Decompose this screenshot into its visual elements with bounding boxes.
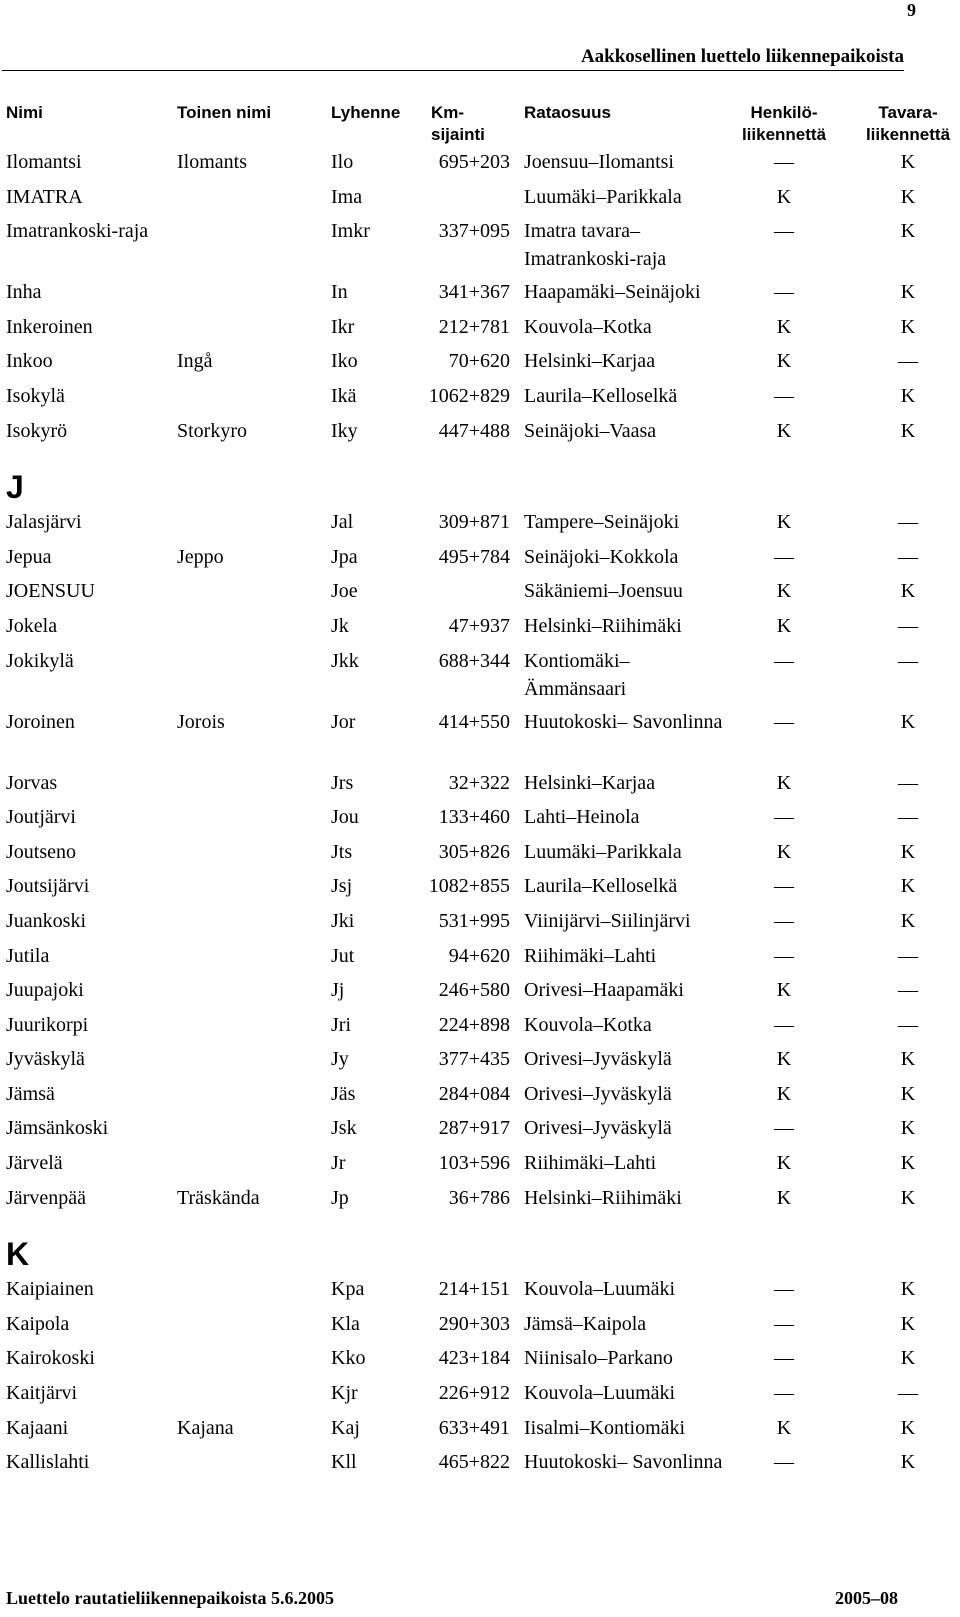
table-row [0,907,960,942]
cell-name: Kaipiainen [6,1278,94,1301]
cell-km: 133+460 [438,806,510,829]
cell-passenger: K [776,771,792,794]
cell-name: Järvenpää [6,1186,86,1209]
column-header-km [431,102,511,146]
cell-passenger: K [776,840,792,863]
cell-passenger: — [774,806,794,829]
cell-name: Jämsä [6,1082,55,1105]
cell-goods: — [898,545,918,568]
cell-name: Joutsijärvi [6,875,90,898]
table-row [0,577,960,612]
cell-abbreviation: Jou [331,806,359,829]
table-row [0,769,960,804]
footer-document-title: Luettelo rautatieliikennepaikoista 5.6.2005 [6,1588,334,1608]
cell-section: Luumäki–Parikkala [524,185,682,208]
table-row [0,148,960,183]
cell-name: Jorvas [6,771,58,794]
cell-km: 465+822 [438,1451,510,1474]
cell-name: Inkoo [6,350,53,373]
section-letter: K [6,1236,30,1273]
column-header-goods-line1: Tavara- [878,103,938,122]
cell-name: IMATRA [6,185,83,208]
cell-section: Helsinki–Karjaa [524,350,656,373]
cell-name: Inkeroinen [6,315,93,338]
header-rule [2,70,904,71]
cell-abbreviation: Jkk [331,649,359,672]
cell-goods: — [898,350,918,373]
cell-name: Kajaani [6,1416,69,1439]
cell-section: Seinäjoki–Vaasa [524,419,657,442]
cell-abbreviation: Imkr [331,220,370,243]
cell-name: Kallislahti [6,1451,90,1474]
table-row [0,708,960,769]
table-row [0,1310,960,1345]
cell-abbreviation: Kjr [331,1382,358,1405]
cell-passenger: K [776,185,792,208]
section-letter-heading [0,451,960,508]
cell-other-name: Kajana [177,1416,234,1439]
cell-section: Helsinki–Karjaa [524,771,656,794]
cell-km: 423+184 [438,1347,510,1370]
cell-other-name: Träskända [177,1186,260,1209]
cell-passenger: K [776,1048,792,1071]
cell-km: 531+995 [438,909,510,932]
cell-section: Kouvola–Kotka [524,1013,652,1036]
cell-name: JOENSUU [6,580,95,603]
cell-section: Orivesi–Jyväskylä [524,1048,672,1071]
cell-goods: K [900,1278,916,1301]
table-row [0,976,960,1011]
cell-passenger: K [776,1152,792,1175]
cell-passenger: — [774,545,794,568]
cell-passenger: K [776,1082,792,1105]
cell-section: Niinisalo–Parkano [524,1347,673,1370]
cell-passenger: K [776,979,792,1002]
cell-name: Jutila [6,944,50,967]
cell-section: Orivesi–Jyväskylä [524,1117,672,1140]
cell-goods: K [900,1082,916,1105]
table-row [0,1448,960,1509]
table-row [0,417,960,452]
page-number: 9 [907,0,916,20]
cell-km: 212+781 [438,315,510,338]
cell-name: Jokikylä [6,649,74,672]
cell-abbreviation: Ima [331,185,363,208]
table-row [0,313,960,348]
table-row [0,803,960,838]
cell-goods: — [898,944,918,967]
cell-goods: K [900,1312,916,1335]
cell-passenger: — [774,1117,794,1140]
cell-goods: K [900,1152,916,1175]
cell-km: 495+784 [438,545,510,568]
cell-abbreviation: Jts [331,840,353,863]
cell-name: Isokylä [6,384,65,407]
cell-km: 32+322 [448,771,510,794]
cell-abbreviation: Jj [331,979,345,1002]
cell-km: 214+151 [438,1278,510,1301]
column-header-name: Nimi [6,103,43,122]
cell-section: Viinijärvi–Siilinjärvi [524,909,691,932]
cell-km: 226+912 [438,1382,510,1405]
cell-section: Riihimäki–Lahti [524,1152,657,1175]
section-letter-heading [0,1218,960,1275]
cell-goods: — [898,806,918,829]
cell-section: Kontiomäki– Ämmänsaari [524,649,630,700]
cell-goods: K [900,1186,916,1209]
cell-passenger: K [776,350,792,373]
cell-km: 633+491 [438,1416,510,1439]
cell-goods: K [900,315,916,338]
cell-abbreviation: Iko [331,350,358,373]
cell-other-name: Ilomants [177,151,247,173]
cell-section: Iisalmi–Kontiomäki [524,1416,686,1439]
cell-section: Lahti–Heinola [524,806,640,829]
cell-section: Orivesi–Haapamäki [524,979,684,1002]
cell-abbreviation: Joe [331,580,358,603]
cell-km: 1082+855 [428,875,510,898]
section-letter: J [6,469,24,506]
cell-abbreviation: Jrs [331,771,354,794]
cell-abbreviation: Jp [331,1186,349,1209]
table-row [0,647,960,708]
cell-goods: — [898,614,918,637]
cell-abbreviation: Jor [331,710,356,733]
table-row [0,347,960,382]
header-title: Aakkosellinen luettelo liikennepaikoista [580,46,904,67]
cell-abbreviation: Ikä [331,384,357,407]
cell-passenger: — [774,649,794,672]
cell-passenger: — [774,281,794,304]
column-header-other-name: Toinen nimi [177,103,272,122]
cell-passenger: K [776,419,792,442]
table-row [0,1080,960,1115]
cell-km: 290+303 [438,1312,510,1335]
cell-name: Juankoski [6,909,86,932]
cell-section: Huutokoski– Savonlinna [524,710,723,733]
cell-abbreviation: Iky [331,419,358,442]
cell-goods: K [900,1416,916,1439]
cell-abbreviation: In [331,281,348,304]
cell-section: Kouvola–Kotka [524,315,652,338]
cell-abbreviation: Jäs [331,1082,356,1105]
cell-km: 70+620 [448,350,510,373]
table-row [0,1114,960,1149]
cell-goods: — [898,1013,918,1036]
table-row [0,217,960,278]
cell-name: Isokyrö [6,419,68,442]
cell-name: Joutseno [6,840,76,863]
cell-km: 36+786 [448,1186,510,1209]
cell-goods: K [900,580,916,603]
cell-abbreviation: Jk [331,614,349,637]
cell-goods: K [900,909,916,932]
cell-km: 414+550 [438,710,510,733]
table-row [0,1011,960,1046]
cell-section: Huutokoski– Savonlinna [524,1451,723,1474]
cell-name: Ilomantsi [6,151,82,173]
cell-name: Jalasjärvi [6,511,82,534]
cell-goods: — [898,1382,918,1405]
cell-passenger: — [774,1347,794,1370]
cell-abbreviation: Jpa [331,545,358,568]
cell-name: Kairokoski [6,1347,95,1370]
cell-abbreviation: Jsj [331,875,353,898]
cell-km: 377+435 [438,1048,510,1071]
cell-other-name: Jeppo [177,545,224,568]
cell-goods: — [898,649,918,672]
cell-name: Kaipola [6,1312,70,1335]
cell-name: Joutjärvi [6,806,76,829]
cell-goods: — [898,771,918,794]
cell-name: Juupajoki [6,979,84,1002]
cell-name: Järvelä [6,1152,63,1175]
cell-km: 1062+829 [428,384,510,407]
cell-goods: K [900,220,916,243]
cell-goods: K [900,185,916,208]
cell-passenger: K [776,614,792,637]
column-header-passenger [725,102,843,146]
cell-name: Inha [6,281,42,304]
cell-goods: K [900,1048,916,1071]
table-row [0,1275,960,1310]
cell-abbreviation: Jal [331,511,354,534]
cell-section: Helsinki–Riihimäki [524,1186,682,1209]
table-row [0,1149,960,1184]
cell-km: 309+871 [438,511,510,534]
cell-section: Säkäniemi–Joensuu [524,580,683,603]
cell-section: Orivesi–Jyväskylä [524,1082,672,1105]
cell-goods: K [900,384,916,407]
column-header-km-line1: Km- [431,103,465,122]
table-row [0,1414,960,1449]
cell-name: Juurikorpi [6,1013,89,1036]
cell-goods: K [900,1347,916,1370]
table-row [0,838,960,873]
cell-section: Laurila–Kelloselkä [524,384,678,407]
cell-abbreviation: Kll [331,1451,357,1474]
cell-abbreviation: Kko [331,1347,366,1370]
column-header-passenger-line2: liikennettä [741,125,827,144]
cell-passenger: — [774,1451,794,1474]
cell-passenger: — [774,1382,794,1405]
cell-km: 337+095 [438,220,510,243]
cell-passenger: K [776,1186,792,1209]
table-row [0,1184,960,1219]
cell-section: Laurila–Kelloselkä [524,875,678,898]
cell-abbreviation: Jr [331,1152,346,1175]
cell-abbreviation: Jut [331,944,355,967]
table-row [0,278,960,313]
table-row [0,1344,960,1379]
cell-abbreviation: Jy [331,1048,349,1071]
cell-section: Jämsä–Kaipola [524,1312,647,1335]
cell-passenger: — [774,875,794,898]
cell-abbreviation: Jsk [331,1117,357,1140]
cell-abbreviation: Jri [331,1013,351,1036]
cell-km: 47+937 [448,614,510,637]
cell-km: 94+620 [448,944,510,967]
cell-section: Joensuu–Ilomantsi [524,151,674,173]
cell-other-name: Ingå [177,350,213,373]
cell-km: 246+580 [438,979,510,1002]
cell-section: Helsinki–Riihimäki [524,614,682,637]
cell-goods: K [900,875,916,898]
cell-goods: — [898,511,918,534]
cell-section: Riihimäki–Lahti [524,944,657,967]
cell-section: Haapamäki–Seinäjoki [524,281,701,304]
cell-passenger: — [774,1013,794,1036]
cell-name: Jepua [6,545,52,568]
cell-km: 341+367 [438,281,510,304]
cell-other-name: Storkyro [177,419,247,442]
column-header-goods [853,102,960,146]
cell-abbreviation: Kpa [331,1278,365,1301]
table-row [0,872,960,907]
cell-other-name: Jorois [177,710,225,733]
table-row [0,612,960,647]
station-list [0,148,960,1509]
column-header-passenger-line1: Henkilö- [750,103,818,122]
column-header-section: Rataosuus [524,103,611,122]
cell-km: 103+596 [438,1152,510,1175]
cell-passenger: K [776,580,792,603]
cell-abbreviation: Kla [331,1312,360,1335]
cell-name: Jämsänkoski [6,1117,109,1140]
cell-name: Kaitjärvi [6,1382,78,1405]
cell-passenger: K [776,511,792,534]
cell-goods: K [900,1451,916,1474]
cell-km: 224+898 [438,1013,510,1036]
cell-passenger: — [774,909,794,932]
cell-goods: K [900,1117,916,1140]
cell-goods: K [900,840,916,863]
cell-km: 305+826 [438,840,510,863]
cell-km: 287+917 [438,1117,510,1140]
cell-section: Imatra tavara– Imatrankoski-raja [524,220,667,271]
column-header-goods-line2: liikennettä [865,125,951,144]
cell-name: Jokela [6,614,58,637]
cell-section: Seinäjoki–Kokkola [524,545,679,568]
table-row [0,1045,960,1080]
table-row [0,942,960,977]
cell-goods: K [900,710,916,733]
cell-abbreviation: Kaj [331,1416,360,1439]
cell-km: 284+084 [438,1082,510,1105]
column-header-abbreviation: Lyhenne [331,103,401,122]
cell-passenger: — [774,384,794,407]
cell-name: Joroinen [6,710,75,733]
cell-section: Luumäki–Parikkala [524,840,682,863]
cell-abbreviation: Jki [331,909,355,932]
cell-goods: K [900,281,916,304]
cell-passenger: — [774,944,794,967]
cell-passenger: K [776,315,792,338]
cell-section: Tampere–Seinäjoki [524,511,680,534]
table-row [0,543,960,578]
cell-passenger: — [774,710,794,733]
cell-passenger: — [774,151,794,173]
table-row [0,382,960,417]
cell-passenger: — [774,220,794,243]
cell-goods: K [900,419,916,442]
table-row [0,1379,960,1414]
cell-name: Imatrankoski-raja [6,220,149,243]
cell-km: 688+344 [438,649,510,672]
table-row [0,183,960,218]
cell-km: 447+488 [438,419,510,442]
cell-passenger: — [774,1312,794,1335]
cell-abbreviation: Ilo [331,151,354,173]
cell-section: Kouvola–Luumäki [524,1278,676,1301]
cell-goods: K [900,151,916,173]
cell-abbreviation: Ikr [331,315,355,338]
cell-passenger: K [776,1416,792,1439]
column-header-km-line2: sijainti [431,125,485,144]
cell-section: Kouvola–Luumäki [524,1382,676,1405]
cell-km: 695+203 [438,151,510,173]
table-row [0,508,960,543]
cell-name: Jyväskylä [6,1048,85,1071]
cell-passenger: — [774,1278,794,1301]
footer-edition: 2005–08 [835,1588,898,1608]
cell-goods: — [898,979,918,1002]
